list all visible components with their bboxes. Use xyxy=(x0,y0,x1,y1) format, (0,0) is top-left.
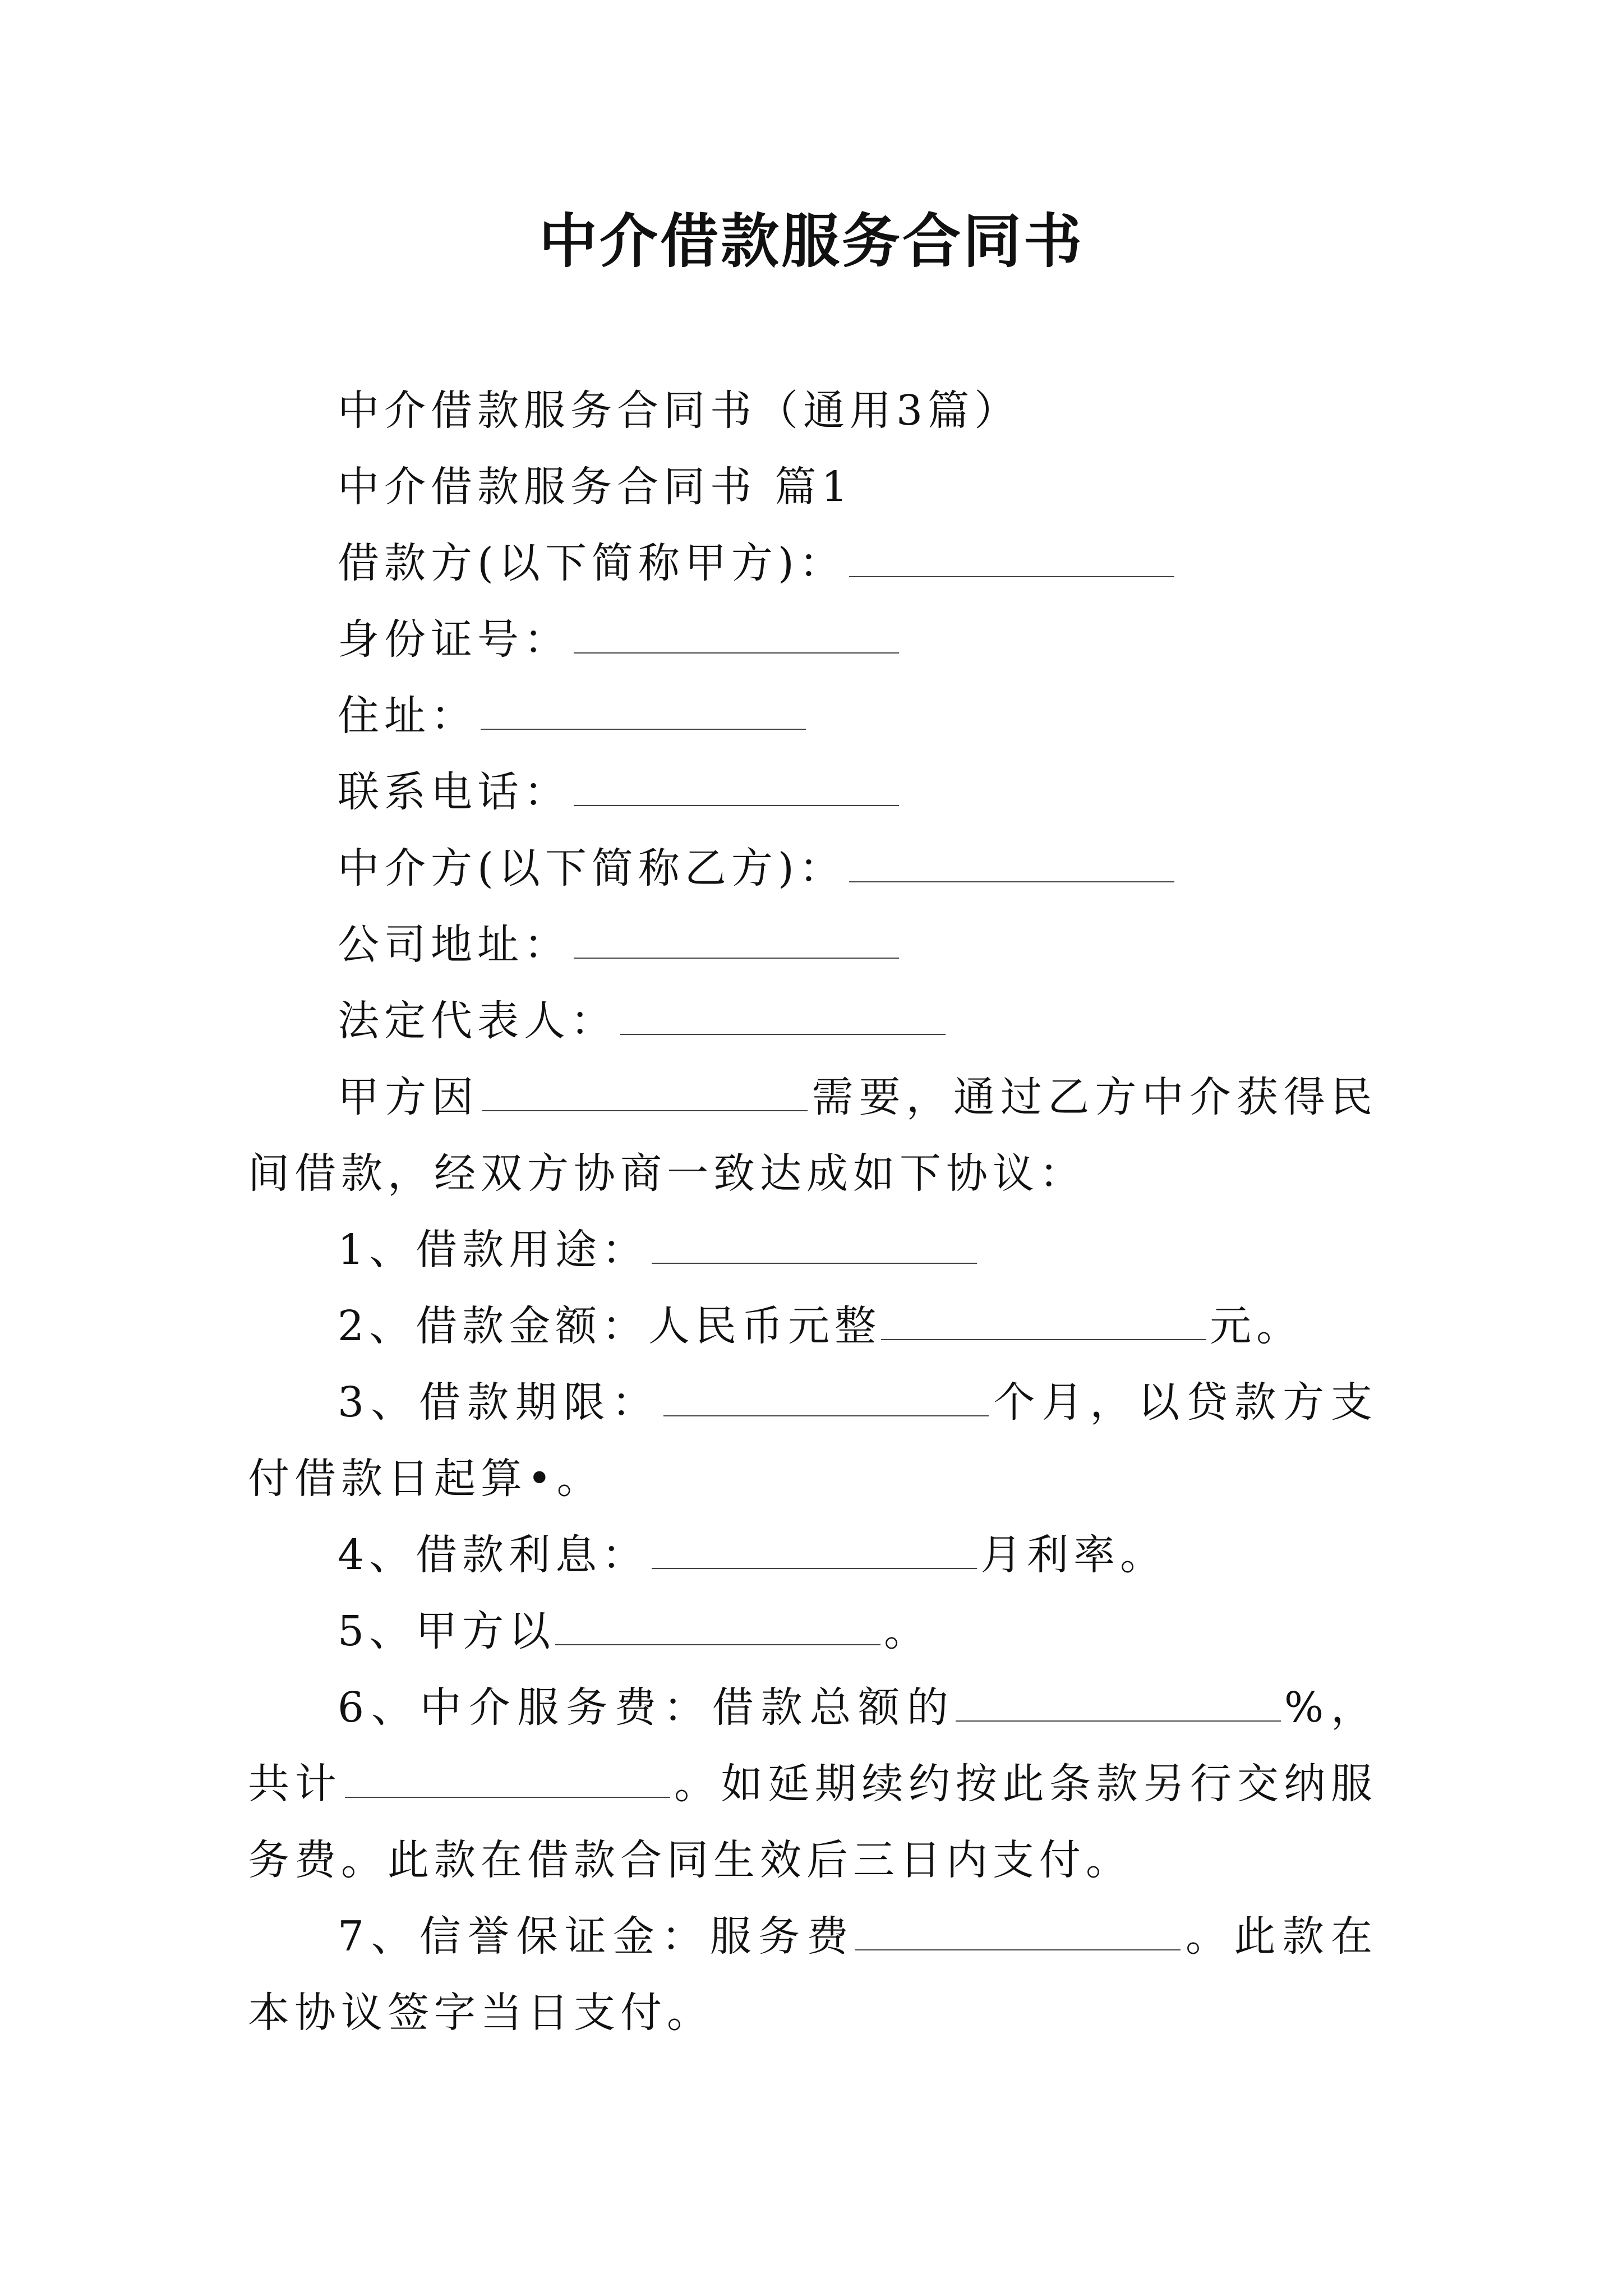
clause-5 xyxy=(248,1593,1377,1669)
field-label: 公司地址： xyxy=(338,921,570,969)
blank-line[interactable] xyxy=(482,1110,808,1111)
field-label: 借款方(以下简称甲方)： xyxy=(338,539,846,587)
field-label: 身份证号： xyxy=(338,615,570,664)
clause-text: 6、中介服务费：借款总额的 xyxy=(338,1683,956,1732)
document-title: 中介借款服务合同书 xyxy=(538,206,1084,275)
clause-3 xyxy=(248,1364,1377,1517)
clause-text: 2、借款金额：人民币元整 xyxy=(338,1302,882,1350)
clause-text: 月利率。 xyxy=(980,1531,1167,1579)
field-legal-rep xyxy=(248,983,1377,1059)
blank-line[interactable] xyxy=(849,881,1174,882)
clause-4 xyxy=(248,1517,1377,1593)
clause-text: %，共计 xyxy=(248,1683,1377,1808)
field-label: 住址： xyxy=(338,692,477,740)
field-phone xyxy=(248,754,1377,830)
field-id-number xyxy=(248,601,1377,678)
blank-line[interactable] xyxy=(652,1567,977,1569)
field-label: 法定代表人： xyxy=(338,997,617,1045)
blank-line[interactable] xyxy=(855,1949,1181,1950)
clause-text: 3、借款期限： xyxy=(338,1378,660,1427)
blank-line[interactable] xyxy=(574,957,899,959)
blank-line[interactable] xyxy=(881,1338,1206,1340)
section-heading xyxy=(248,449,1377,525)
document-body xyxy=(248,372,1377,2051)
blank-line[interactable] xyxy=(555,1644,880,1645)
clause-1 xyxy=(248,1212,1377,1288)
clause-text: 。此款在本协议签字当日支付。 xyxy=(248,1912,1377,2037)
clause-text: 7、信誉保证金：服务费 xyxy=(338,1912,855,1961)
blank-line[interactable] xyxy=(481,728,806,730)
intro-text-a: 甲方因 xyxy=(338,1073,479,1121)
clause-text: 。 xyxy=(884,1607,931,1655)
field-label: 中介方(以下简称乙方)： xyxy=(338,844,846,892)
blank-line[interactable] xyxy=(620,1033,946,1035)
clause-text: 。如延期续约按此条款另行交纳服务费。此款在借款合同生效后三日内支付。 xyxy=(248,1760,1378,1884)
blank-line[interactable] xyxy=(956,1720,1281,1722)
clause-2 xyxy=(248,1288,1377,1364)
field-company-address xyxy=(248,907,1377,983)
field-label: 联系电话： xyxy=(338,768,570,816)
subtitle-line xyxy=(248,372,1377,449)
intro-paragraph xyxy=(248,1059,1377,1212)
intro-text-b: 需要，通过乙方中介获得民间借款，经双方协商一致达成如下协议： xyxy=(248,1073,1378,1198)
clause-7 xyxy=(248,1898,1377,2051)
blank-line[interactable] xyxy=(663,1415,989,1416)
clause-text: 个月，以贷款方支付借款日起算•。 xyxy=(248,1378,1377,1503)
clause-text: 元。 xyxy=(1210,1302,1303,1350)
clause-6 xyxy=(248,1669,1377,1898)
blank-line[interactable] xyxy=(345,1796,670,1798)
blank-line[interactable] xyxy=(849,576,1174,577)
section-text: 中介借款服务合同书 篇1 xyxy=(338,463,853,511)
blank-line[interactable] xyxy=(652,1262,977,1264)
field-address xyxy=(248,678,1377,754)
subtitle-text: 中介借款服务合同书（通用3篇） xyxy=(338,386,1021,435)
blank-line[interactable] xyxy=(574,804,899,806)
clause-text: 4、借款利息： xyxy=(338,1531,649,1579)
field-borrower xyxy=(248,525,1377,601)
clause-text: 5、甲方以 xyxy=(338,1607,556,1655)
blank-line[interactable] xyxy=(574,652,899,654)
field-agent xyxy=(248,830,1377,907)
clause-text: 1、借款用途： xyxy=(338,1226,649,1274)
